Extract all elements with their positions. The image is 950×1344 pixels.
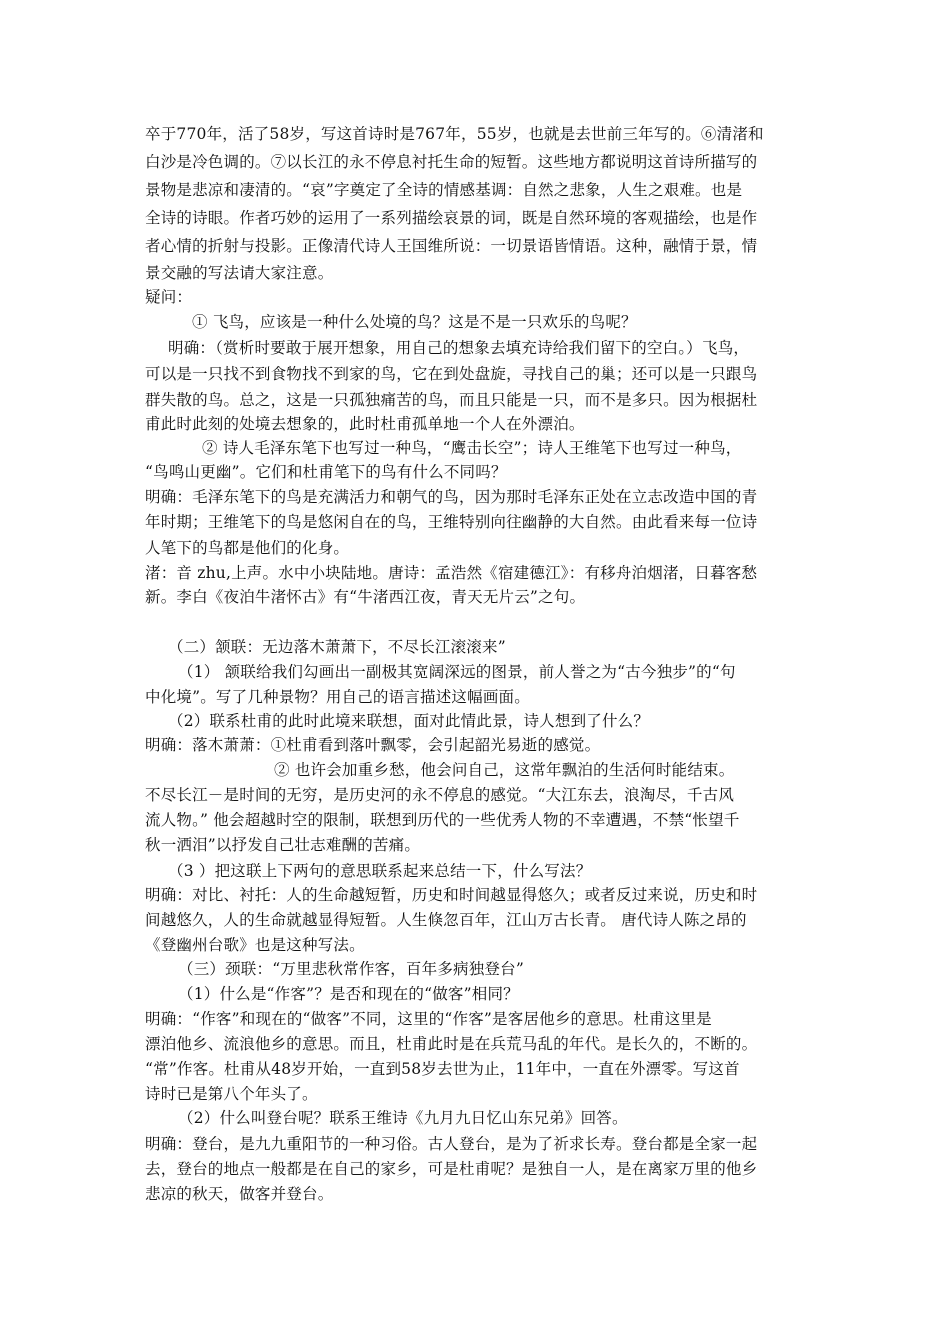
- text-line: 明确：落木萧萧：①杜甫看到落叶飘零，会引起韶光易逝的感觉。: [145, 736, 601, 754]
- text-line: 流人物。” 他会超越时空的限制，联想到历代的一些优秀人物的不幸遭遇，不禁“怅望千: [145, 811, 740, 829]
- text-line: 间越悠久，人的生命就越显得短暂。人生倏忽百年，江山万古长青。 唐代诗人陈之昂的: [145, 911, 747, 929]
- text-line: ② 也许会加重乡愁，他会问自己，这常年飘泊的生活何时能结束。: [274, 761, 735, 779]
- text-line: 明确：登台，是九九重阳节的一种习俗。古人登台，是为了祈求长寿。登台都是全家一起: [145, 1135, 758, 1153]
- section-heading: （三）颈联：“万里悲秋常作客，百年多病独登台”: [178, 960, 524, 978]
- text-line: 景物是悲凉和凄清的。“哀”字奠定了全诗的情感基调：自然之悲象，人生之艰难。也是: [145, 181, 743, 199]
- text-line: 渚：音 zhu,上声。水中小块陆地。唐诗：孟浩然《宿建德江》：有移舟泊烟渚，日暮客愁: [145, 564, 758, 582]
- text-line: 明确：（赏析时要敢于展开想象，用自己的想象去填充诗给我们留下的空白。）飞鸟，: [168, 339, 750, 357]
- text-line: 群失散的鸟。总之，这是一只孤独痛苦的鸟，而且只能是一只，而不是多只。因为根据杜: [145, 391, 758, 409]
- text-line: 卒于770年，活了58岁，写这首诗时是767年，55岁，也就是去世前三年写的。⑥清渚和: [145, 125, 764, 143]
- question-item: ② 诗人毛泽东笔下也写过一种鸟，“鹰击长空”；诗人王维笔下也写过一种鸟，: [202, 439, 742, 457]
- text-line: 诗时已是第八个年头了。: [145, 1085, 318, 1103]
- text-line: “常”作客。杜甫从48岁开始，一直到58岁去世为止，11年中，一直在外漂零。写这首: [145, 1060, 740, 1078]
- question-item: （2）什么叫登台呢？联系王维诗《九月九日忆山东兄弟》回答。: [178, 1109, 628, 1127]
- text-line: 明确：毛泽东笔下的鸟是充满活力和朝气的鸟，因为那时毛泽东正处在立志改造中国的青: [145, 488, 758, 506]
- text-line: “鸟鸣山更幽”。它们和杜甫笔下的鸟有什么不同吗？: [145, 463, 507, 481]
- text-line: 《登幽州台歌》也是这种写法。: [145, 936, 365, 954]
- question-item: （3 ）把这联上下两句的意思联系起来总结一下，什么写法？: [168, 862, 592, 880]
- text-line: 明确：“作客”和现在的“做客”不同，这里的“作客”是客居他乡的意思。杜甫这里是: [145, 1010, 712, 1028]
- section-heading: （二）颔联：无边落木萧萧下，不尽长江滚滚来”: [168, 638, 506, 656]
- text-line: 新。李白《夜泊牛渚怀古》有“牛渚西江夜，青天无片云”之句。: [145, 588, 586, 606]
- text-line: 年时期；王维笔下的鸟是悠闲自在的鸟，王维特别向往幽静的大自然。由此看来每一位诗: [145, 513, 758, 531]
- text-line: 甫此时此刻的处境去想象的，此时杜甫孤单地一个人在外漂泊。: [145, 415, 585, 433]
- text-line: 白沙是冷色调的。⑦以长江的永不停息衬托生命的短暂。这些地方都说明这首诗所描写的: [145, 153, 758, 171]
- question-item: （1） 颔联给我们勾画出一副极其宽阔深远的图景，前人誉之为“古今独步”的“句: [178, 663, 736, 681]
- text-line: 明确：对比、衬托：人的生命越短暂，历史和时间越显得悠久；或者反过来说，历史和时: [145, 886, 758, 904]
- text-line: 人笔下的鸟都是他们的化身。: [145, 539, 350, 557]
- text-line: 全诗的诗眼。作者巧妙的运用了一系列描绘哀景的词，既是自然环境的客观描绘，也是作: [145, 209, 758, 227]
- question-item: ① 飞鸟，应该是一种什么处境的鸟？这是不是一只欢乐的鸟呢？: [192, 313, 637, 331]
- text-line: 悲凉的秋天，做客并登台。: [145, 1185, 334, 1203]
- text-line: 中化境”。写了几种景物？用自己的语言描述这幅画面。: [145, 688, 530, 706]
- text-line: 可以是一只找不到食物找不到家的鸟，它在到处盘旋，寻找自己的巢；还可以是一只跟鸟: [145, 365, 758, 383]
- question-item: （1）什么是“作客”？是否和现在的“做客”相同？: [178, 985, 519, 1003]
- text-line: 秋一洒泪”以抒发自己壮志难酬的苦痛。: [145, 836, 421, 854]
- question-item: （2）联系杜甫的此时此境来联想，面对此情此景，诗人想到了什么？: [168, 712, 650, 730]
- text-line: 景交融的写法请大家注意。: [145, 264, 334, 282]
- text-line: 去，登台的地点一般都是在自己的家乡，可是杜甫呢？是独自一人，是在离家万里的他乡: [145, 1160, 758, 1178]
- section-label: 疑问：: [145, 288, 193, 306]
- text-line: 不尽长江－是时间的无穷，是历史河的永不停息的感觉。“大江东去，浪淘尽，千古风: [145, 786, 735, 804]
- text-line: 者心情的折射与投影。正像清代诗人王国维所说：一切景语皆情语。这种，融情于景，情: [145, 237, 758, 255]
- text-line: 漂泊他乡、流浪他乡的意思。而且，杜甫此时是在兵荒马乱的年代。是长久的，不断的。: [145, 1035, 758, 1053]
